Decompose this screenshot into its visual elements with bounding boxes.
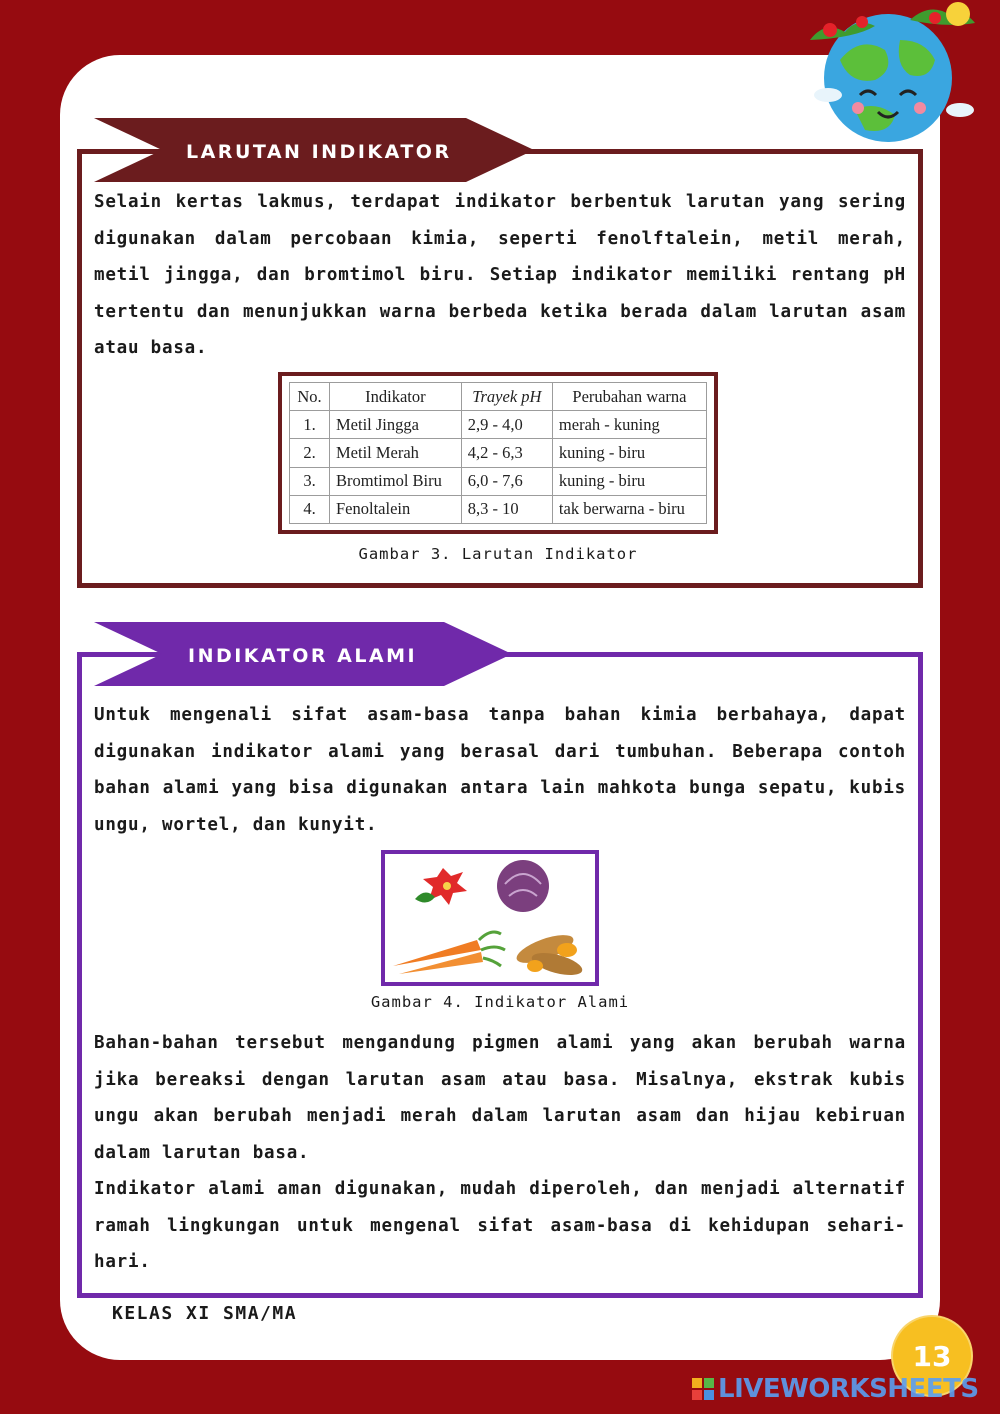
earth-illustration-icon xyxy=(800,0,980,150)
table-header-row xyxy=(290,383,707,411)
table-header: Trayek pH xyxy=(461,383,552,411)
liveworksheets-watermark xyxy=(692,1374,979,1404)
table-header: Perubahan warna xyxy=(552,383,706,411)
table-cell: Bromtimol Biru xyxy=(330,467,462,495)
class-label: KELAS XI SMA/MA xyxy=(112,1303,298,1324)
table-cell: merah - kuning xyxy=(552,411,706,439)
table-cell: Fenoltalein xyxy=(330,495,462,523)
natural-indicators-image xyxy=(381,850,599,986)
hibiscus-icon xyxy=(415,868,467,905)
table-header: Indikator xyxy=(330,383,462,411)
table-row xyxy=(290,439,707,467)
table-cell: 4. xyxy=(290,495,330,523)
carrot-icon xyxy=(393,932,505,974)
table-cell: 8,3 - 10 xyxy=(461,495,552,523)
indicator-table-figure xyxy=(278,372,718,534)
liveworksheets-logo-icon xyxy=(692,1378,714,1400)
table-cell: Metil Jingga xyxy=(330,411,462,439)
table-cell: 1. xyxy=(290,411,330,439)
table-header: No. xyxy=(290,383,330,411)
table-cell: kuning - biru xyxy=(552,439,706,467)
table-cell: tak berwarna - biru xyxy=(552,495,706,523)
turmeric-icon xyxy=(513,929,584,979)
table-row xyxy=(290,411,707,439)
table-cell: 3. xyxy=(290,467,330,495)
table-row xyxy=(290,467,707,495)
indikator-alami-banner xyxy=(94,622,512,686)
larutan-indikator-banner xyxy=(94,118,534,182)
table-cell: 4,2 - 6,3 xyxy=(461,439,552,467)
table-cell: 2. xyxy=(290,439,330,467)
indicator-table xyxy=(289,382,707,524)
page-number: 13 xyxy=(912,1340,952,1373)
watermark-text: LIVEWORKSHEETS xyxy=(718,1374,979,1404)
section-paragraph: Bahan-bahan tersebut mengandung pigmen alami yang akan berubah warna jika bereaksi dengan larutan asam atau basa. Misalnya, ekstrak kubis ungu akan berubah menjadi merah dalam larutan asam dan hijau kebiruan dalam larutan basa. xyxy=(94,1033,906,1163)
section-paragraph: Indikator alami aman digunakan, mudah diperoleh, dan menjadi alternatif ramah lingkungan untuk mengenal sifat asam-basa di kehidupan sehari-hari. xyxy=(94,1179,906,1273)
section-title: LARUTAN INDIKATOR xyxy=(186,141,452,163)
section-paragraph: Untuk mengenali sifat asam-basa tanpa bahan kimia berbahaya, dapat digunakan indikator alami yang berasal dari tumbuhan. Beberapa contoh bahan alami yang bisa digunakan antara lain mahkota bunga sepatu, kubis ungu, wortel, dan kunyit. xyxy=(94,705,906,835)
figure-caption: Gambar 4. Indikator Alami xyxy=(370,993,630,1011)
section-title: INDIKATOR ALAMI xyxy=(188,645,418,667)
table-cell: 2,9 - 4,0 xyxy=(461,411,552,439)
table-cell: 6,0 - 7,6 xyxy=(461,467,552,495)
table-row xyxy=(290,495,707,523)
table-cell: kuning - biru xyxy=(552,467,706,495)
purple-cabbage-icon xyxy=(497,860,549,912)
figure-caption: Gambar 3. Larutan Indikator xyxy=(358,545,638,563)
section-paragraph: Selain kertas lakmus, terdapat indikator berbentuk larutan yang sering digunakan dalam percobaan kimia, seperti fenolftalein, metil merah, metil jingga, dan bromtimol biru. Setiap indikator memiliki rentang pH tertentu dan menunjukkan warna berbeda ketika berada dalam larutan asam atau basa. xyxy=(94,192,906,359)
table-cell: Metil Merah xyxy=(330,439,462,467)
